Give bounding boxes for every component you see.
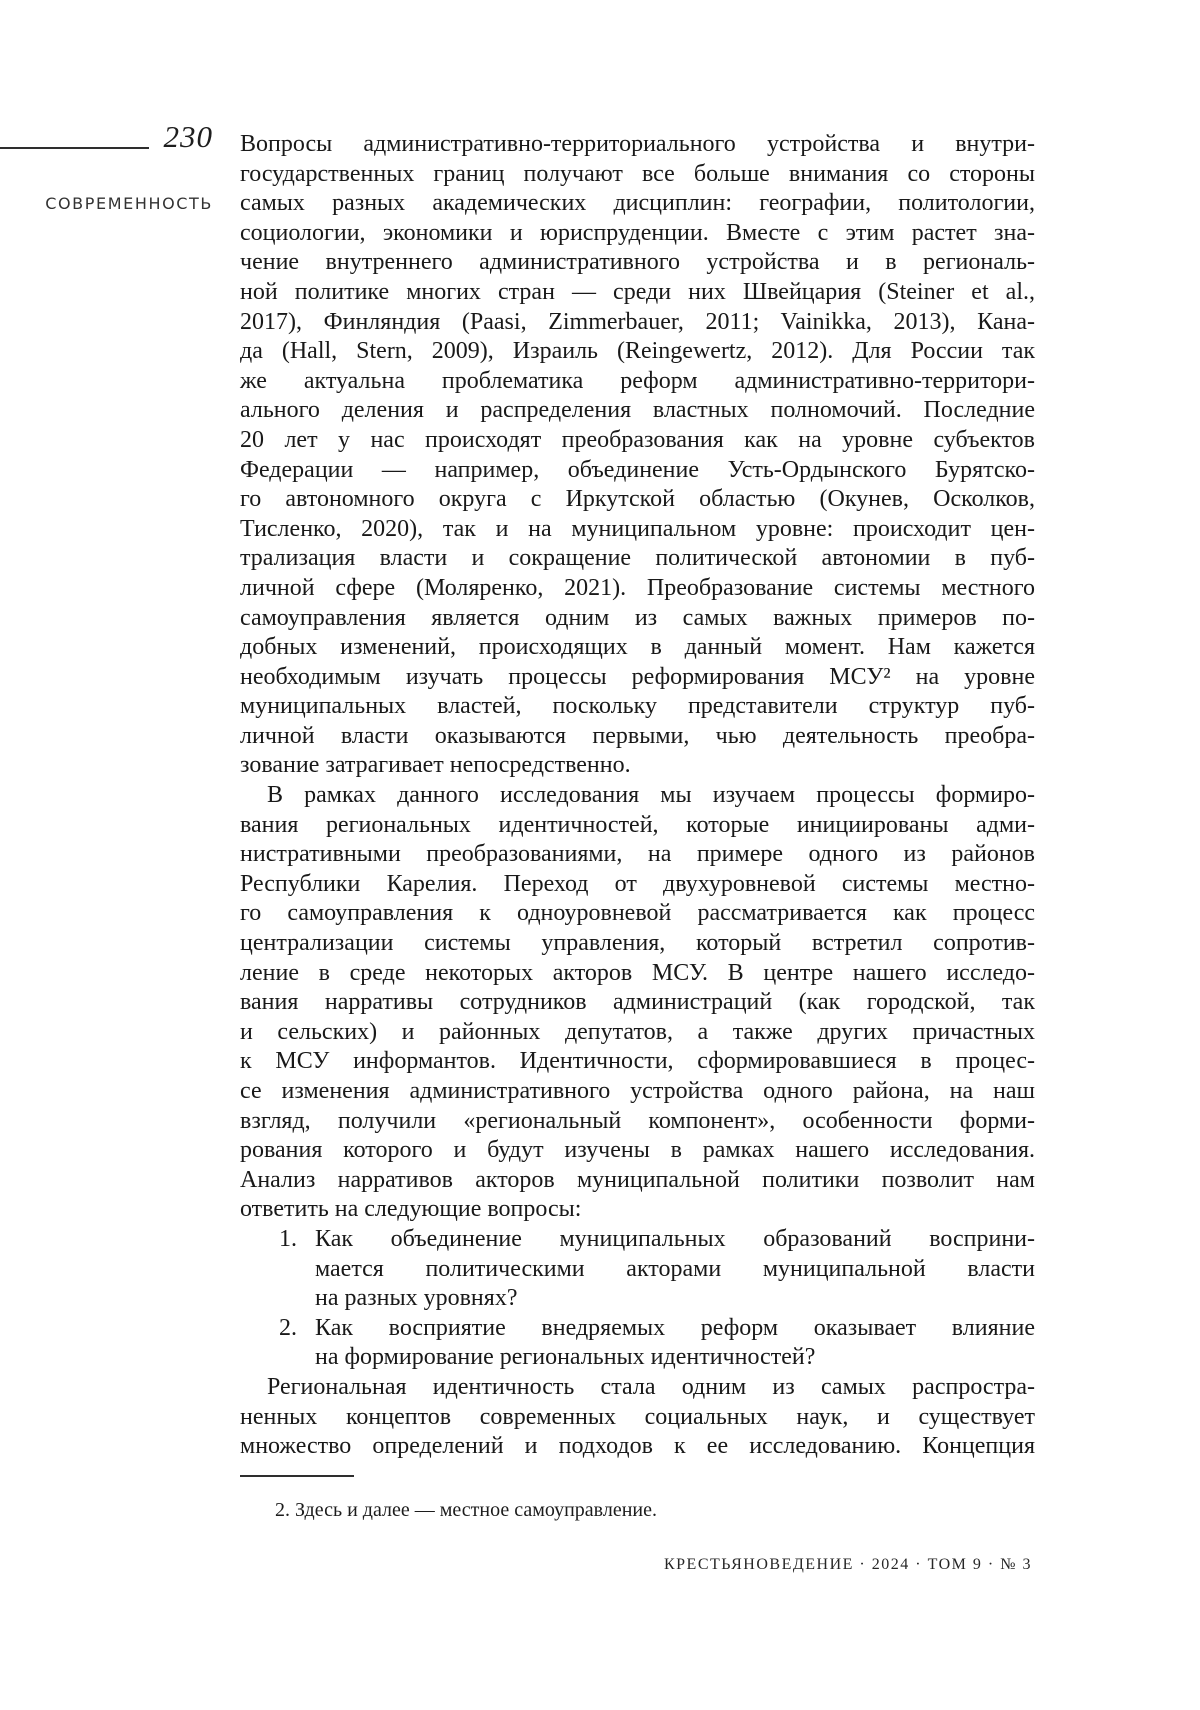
journal-footer: КРЕСТЬЯНОВЕДЕНИЕ · 2024 · ТОМ 9 · № 3: [663, 1556, 1032, 1573]
text-line: муниципальных властей, поскольку представители структур пуб-: [240, 693, 1035, 720]
section-label: СОВРЕМЕННОСТЬ: [45, 194, 213, 213]
text-line: ответить на следующие вопросы:: [240, 1196, 582, 1223]
list-number: 1.: [279, 1225, 297, 1252]
list-item-text: [315, 1314, 1035, 1373]
text-line: чение внутреннего административного устройства и в региональ-: [240, 249, 1035, 276]
text-line: личной власти оказываются первыми, чью деятельность преобра-: [240, 722, 1035, 749]
footnote-text: 2. Здесь и далее — местное самоуправление.: [275, 1499, 658, 1521]
text-line: ального деления и распределения властных полномочий. Последние: [240, 397, 1035, 424]
text-line: Как восприятие внедряемых реформ оказывает влияние: [315, 1314, 1035, 1341]
text-line: нистративными преобразованиями, на примере одного из районов: [240, 841, 1035, 868]
text-line: множество определений и подходов к ее исследованию. Концепция: [240, 1433, 1035, 1460]
text-line: Региональная идентичность стала одним из самых распростра-: [267, 1373, 1035, 1400]
text-line: ненных концептов современных социальных наук, и существует: [240, 1403, 1035, 1430]
text-line: вания региональных идентичностей, которые инициированы адми-: [240, 811, 1035, 838]
text-line: ной политике многих стран — среди них Швейцария (Steiner et al.,: [240, 278, 1035, 305]
text-line: мается политическими акторами муниципальной власти: [315, 1255, 1035, 1282]
text-line: централизации системы управления, который встретил сопротив-: [240, 930, 1035, 957]
text-line: взгляд, получили «региональный компонент», особенности форми-: [240, 1107, 1035, 1134]
text-line: ление в среде некоторых акторов МСУ. В центре нашего исследо-: [240, 959, 1035, 986]
text-line: и сельских) и районных депутатов, а также других причастных: [240, 1018, 1035, 1045]
text-line: государственных границ получают все больше внимания со стороны: [240, 160, 1035, 187]
page-number: 230: [163, 119, 213, 154]
text-line: на формирование региональных идентичностей?: [315, 1344, 816, 1371]
text-line: го автономного округа с Иркутской областью (Окунев, Осколков,: [240, 486, 1035, 513]
text-line: Федерации — например, объединение Усть-Ордынского Бурятско-: [240, 456, 1035, 483]
text-line: самоуправления является одним из самых важных примеров по-: [240, 604, 1035, 631]
list-number: 2.: [279, 1314, 297, 1341]
text-line: Вопросы административно-территориального устройства и внутри-: [240, 131, 1035, 157]
text-line: Республики Карелия. Переход от двухуровневой системы местно-: [240, 870, 1035, 897]
text-line: се изменения административного устройства одного района, на наш: [240, 1078, 1035, 1104]
text-line: самых разных академических дисциплин: географии, политологии,: [240, 190, 1035, 217]
footnote: [240, 1497, 1035, 1523]
text-line: добных изменений, происходящих в данный момент. Нам кажется: [240, 634, 1035, 661]
text-line: го самоуправления к одноуровневой рассматривается как процесс: [240, 900, 1035, 927]
list-item-text: [315, 1225, 1035, 1314]
text-line: 20 лет у нас происходят преобразования как на уровне субъектов: [240, 426, 1035, 453]
list-item: [240, 1225, 1035, 1314]
text-line: да (Hall, Stern, 2009), Израиль (Reingewertz, 2012). Для России так: [240, 338, 1035, 365]
text-line: трализация власти и сокращение политической автономии в пуб-: [240, 545, 1035, 572]
text-line: вания нарративы сотрудников администраций (как городской, так: [240, 989, 1035, 1016]
text-line: Тисленко, 2020), так и на муниципальном уровне: происходит цен-: [240, 515, 1035, 542]
text-line: социологии, экономики и юриспруденции. Вместе с этим растет зна-: [240, 219, 1035, 246]
text-line: личной сфере (Моляренко, 2021). Преобразование системы местного: [240, 574, 1035, 601]
text-line: же актуальна проблематика реформ административно-территори-: [240, 367, 1035, 394]
text-line: на разных уровнях?: [315, 1285, 518, 1312]
text-line: необходимым изучать процессы реформирования МСУ² на уровне: [240, 663, 1035, 690]
text-line: Анализ нарративов акторов муниципальной политики позволит нам: [240, 1166, 1035, 1193]
text-line: рования которого и будут изучены в рамках нашего исследования.: [240, 1137, 1035, 1164]
text-line: к МСУ информантов. Идентичности, сформировавшиеся в процес-: [240, 1048, 1035, 1075]
body-text: [240, 130, 1035, 1462]
text-line: В рамках данного исследования мы изучаем процессы формиро-: [267, 782, 1035, 809]
text-line: зование затрагивает непосредственно.: [240, 752, 631, 779]
list-item: [240, 1314, 1035, 1373]
text-line: 2017), Финляндия (Paasi, Zimmerbauer, 2011; Vainikka, 2013), Кана-: [240, 308, 1035, 335]
footnote-rule: [240, 1475, 354, 1477]
text-line: Как объединение муниципальных образований восприни-: [315, 1225, 1035, 1252]
